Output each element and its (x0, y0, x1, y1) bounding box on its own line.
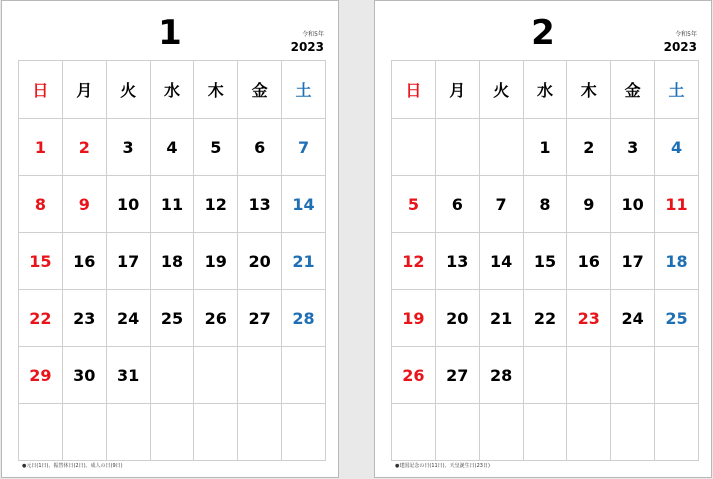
month-grid (391, 60, 699, 461)
day-cell (567, 347, 611, 404)
day-cell: 27 (238, 290, 282, 347)
day-cell (655, 404, 699, 461)
day-cell: 31 (106, 347, 150, 404)
day-cell (611, 404, 655, 461)
calendar-page-january (1, 0, 339, 478)
day-cell: 11 (150, 176, 194, 233)
weekday-thu: 木 (194, 61, 238, 119)
weekday-mon: 月 (435, 61, 479, 119)
day-cell (435, 404, 479, 461)
day-cell: 28 (479, 347, 523, 404)
day-cell: 9 (567, 176, 611, 233)
day-cell: 19 (392, 290, 436, 347)
week-row (19, 347, 326, 404)
day-cell: 28 (282, 290, 326, 347)
day-cell: 24 (106, 290, 150, 347)
weekday-header-row (392, 61, 699, 119)
day-cell: 20 (238, 233, 282, 290)
era-label: 令和5年 (675, 31, 697, 38)
day-cell: 17 (611, 233, 655, 290)
day-cell (567, 404, 611, 461)
day-cell: 29 (19, 347, 63, 404)
day-cell: 1 (19, 119, 63, 176)
day-cell: 5 (392, 176, 436, 233)
day-cell: 6 (238, 119, 282, 176)
weekday-sun: 日 (392, 61, 436, 119)
day-cell: 21 (282, 233, 326, 290)
day-cell: 3 (106, 119, 150, 176)
day-cell: 23 (62, 290, 106, 347)
calendar-page-february (374, 0, 712, 478)
day-cell: 12 (194, 176, 238, 233)
day-cell: 27 (435, 347, 479, 404)
day-cell (238, 404, 282, 461)
day-cell: 10 (106, 176, 150, 233)
day-cell (435, 119, 479, 176)
weekday-mon: 月 (62, 61, 106, 119)
day-cell: 25 (150, 290, 194, 347)
day-cell: 14 (282, 176, 326, 233)
day-cell: 13 (238, 176, 282, 233)
weekday-tue: 火 (106, 61, 150, 119)
day-cell: 8 (19, 176, 63, 233)
day-cell: 10 (611, 176, 655, 233)
day-cell (194, 404, 238, 461)
day-cell: 2 (567, 119, 611, 176)
day-cell: 9 (62, 176, 106, 233)
week-row (392, 119, 699, 176)
day-cell (62, 404, 106, 461)
day-cell: 4 (655, 119, 699, 176)
week-row (19, 119, 326, 176)
day-cell: 12 (392, 233, 436, 290)
holiday-note: ●建国記念の日(11日)、天皇誕生日(23日) (395, 463, 490, 469)
weekday-thu: 木 (567, 61, 611, 119)
day-cell (611, 347, 655, 404)
week-row (392, 404, 699, 461)
day-cell: 22 (19, 290, 63, 347)
day-cell (479, 119, 523, 176)
week-row (19, 404, 326, 461)
week-row (392, 290, 699, 347)
weekday-sat: 土 (655, 61, 699, 119)
day-cell: 21 (479, 290, 523, 347)
day-cell: 17 (106, 233, 150, 290)
weekday-fri: 金 (238, 61, 282, 119)
day-cell: 6 (435, 176, 479, 233)
day-cell: 15 (19, 233, 63, 290)
weekday-fri: 金 (611, 61, 655, 119)
month-grid (18, 60, 326, 461)
day-cell: 26 (194, 290, 238, 347)
week-row (19, 233, 326, 290)
day-cell: 18 (655, 233, 699, 290)
day-cell: 3 (611, 119, 655, 176)
day-cell: 25 (655, 290, 699, 347)
day-cell: 13 (435, 233, 479, 290)
day-cell: 1 (523, 119, 567, 176)
month-number: 2 (531, 13, 555, 53)
day-cell (106, 404, 150, 461)
day-cell (238, 347, 282, 404)
day-cell (150, 404, 194, 461)
weekday-sat: 土 (282, 61, 326, 119)
day-cell: 16 (567, 233, 611, 290)
day-cell (523, 404, 567, 461)
day-cell (523, 347, 567, 404)
day-cell: 26 (392, 347, 436, 404)
weekday-wed: 水 (523, 61, 567, 119)
day-cell: 8 (523, 176, 567, 233)
weekday-wed: 水 (150, 61, 194, 119)
day-cell: 2 (62, 119, 106, 176)
weekday-sun: 日 (19, 61, 63, 119)
day-cell (655, 347, 699, 404)
week-row (19, 290, 326, 347)
year-label: 2023 (290, 40, 324, 54)
week-row (392, 176, 699, 233)
day-cell: 7 (479, 176, 523, 233)
day-cell: 30 (62, 347, 106, 404)
day-cell: 5 (194, 119, 238, 176)
week-row (19, 176, 326, 233)
day-cell: 4 (150, 119, 194, 176)
day-cell: 7 (282, 119, 326, 176)
day-cell (150, 347, 194, 404)
week-row (392, 233, 699, 290)
day-cell: 23 (567, 290, 611, 347)
day-cell: 14 (479, 233, 523, 290)
day-cell (282, 404, 326, 461)
day-cell: 11 (655, 176, 699, 233)
weekday-header-row (19, 61, 326, 119)
week-row (392, 347, 699, 404)
day-cell: 19 (194, 233, 238, 290)
day-cell: 24 (611, 290, 655, 347)
day-cell: 18 (150, 233, 194, 290)
day-cell (19, 404, 63, 461)
day-cell: 22 (523, 290, 567, 347)
day-cell: 20 (435, 290, 479, 347)
holiday-note: ●元日(1日)、振替休日(2日)、成人の日(9日) (22, 463, 123, 469)
day-cell (392, 404, 436, 461)
weekday-tue: 火 (479, 61, 523, 119)
day-cell: 15 (523, 233, 567, 290)
day-cell: 16 (62, 233, 106, 290)
day-cell (479, 404, 523, 461)
day-cell (282, 347, 326, 404)
day-cell (392, 119, 436, 176)
month-number: 1 (158, 13, 182, 53)
year-label: 2023 (663, 40, 697, 54)
era-label: 令和5年 (302, 31, 324, 38)
day-cell (194, 347, 238, 404)
